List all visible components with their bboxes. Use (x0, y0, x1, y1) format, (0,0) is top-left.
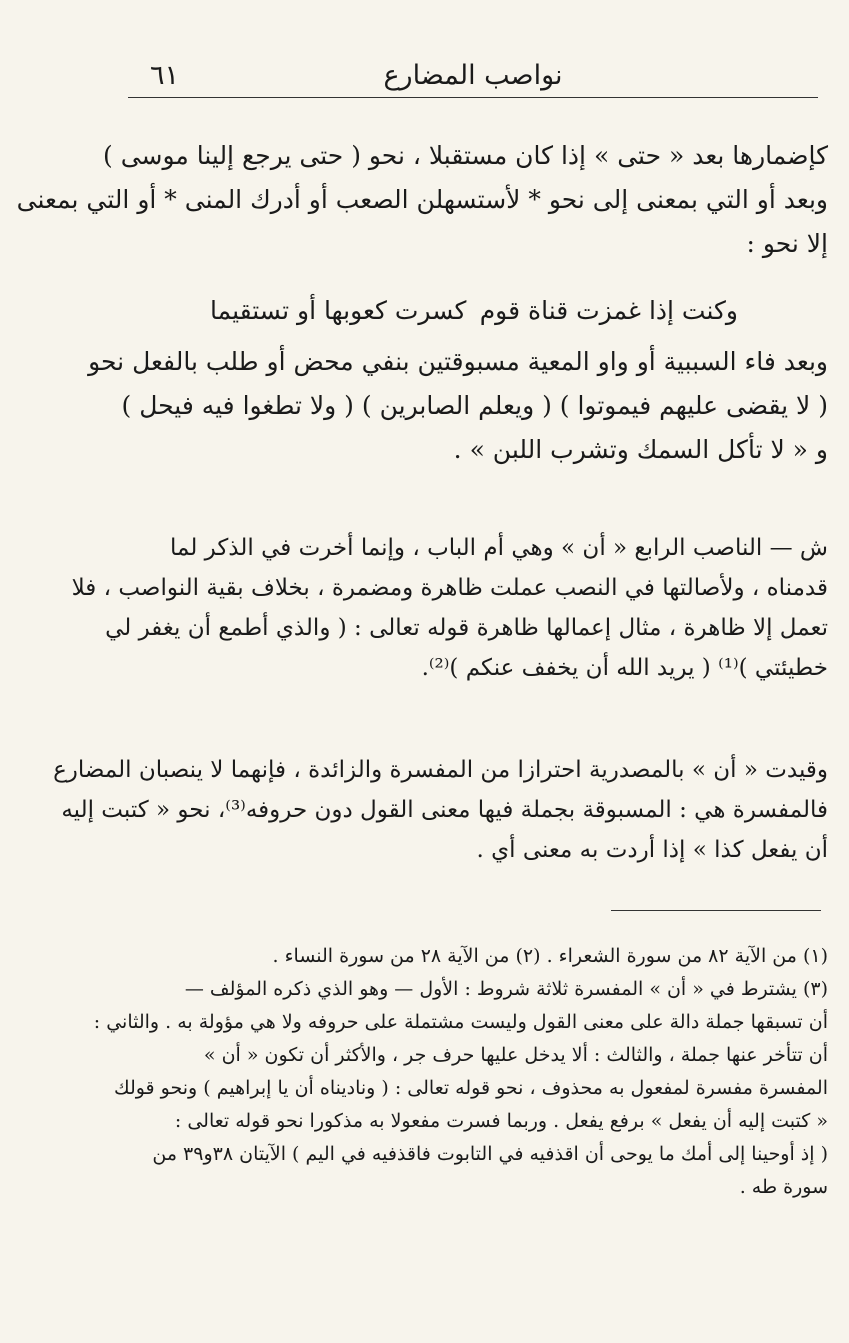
matn-line: و « لا تأكل السمك وتشرب اللبن » . (453, 435, 828, 464)
sharh-line: تعمل إلا ظاهرة ، مثال إعمالها ظاهرة قوله تعالى : ( والذي أطمع أن يغفر لي (105, 615, 828, 641)
poetry-verse (110, 296, 828, 340)
page-number: ٦١ (150, 60, 180, 91)
sharh-line: خطيئتي )⁽¹⁾ ( يريد الله أن يخفف عنكم )⁽²⁾. (421, 655, 828, 681)
footnote-line: أن تسبقها جملة دالة على معنى القول وليست مشتملة على حروفه ولا هي مؤولة به . والثاني : (93, 1011, 828, 1033)
footnote-line: « كتبت إليه أن يفعل » برفع يفعل . وربما فسرت مفعولا به مذكورا نحو قوله تعالى : (174, 1110, 828, 1132)
footnote-line: سورة طه . (739, 1176, 828, 1198)
matn-block-2 (88, 340, 828, 472)
poem-first-hemistich: وكنت إذا غمزت قناة قوم (479, 296, 738, 325)
matn-line: وبعد فاء السببية أو واو المعية مسبوقتين بنفي محض أو طلب بالفعل نحو (88, 347, 828, 376)
matn-line: ( لا يقضى عليهم فيموتوا ) ( ويعلم الصابرين ) ( ولا تطغوا فيه فيحل ) (121, 391, 828, 420)
footnote-line: أن تتأخر عنها جملة ، والثالث : ألا يدخل عليها حرف جر ، والأكثر أن تكون « أن » (203, 1044, 828, 1066)
matn-line: إلا نحو : (746, 229, 828, 258)
sharh-line: ش — الناصب الرابع « أن » وهي أم الباب ، وإنما أخرت في الذكر لما (170, 535, 828, 561)
footnote-rule (611, 910, 821, 911)
footnote-line: المفسرة مفسرة لمفعول به محذوف ، نحو قوله تعالى : ( وناديناه أن يا إبراهيم ) ونحو قولك (113, 1077, 828, 1099)
header-rule (128, 97, 818, 98)
matn-line: وبعد أو التي بمعنى إلى نحو * لأستسهلن الصعب أو أدرك المنى * أو التي بمعنى (16, 185, 828, 214)
footnote-line: (١) من الآية ٨٢ من سورة الشعراء . (٢) من الآية ٢٨ من سورة النساء . (272, 945, 828, 967)
sharh-line: فالمفسرة هي : المسبوقة بجملة فيها معنى القول دون حروفه⁽³⁾، نحو « كتبت إليه (61, 797, 828, 823)
sharh-block-1 (71, 528, 828, 688)
running-header (128, 58, 818, 98)
sharh-line: قدمناه ، ولأصالتها في النصب عملت ظاهرة ومضمرة ، بخلاف بقية النواصب ، فلا (71, 575, 828, 601)
footnotes (93, 940, 828, 1204)
sharh-line: وقيدت « أن » بالمصدرية احترازا من المفسرة والزائدة ، فإنهما لا ينصبان المضارع (53, 757, 828, 783)
chapter-title: نواصب المضارع (383, 60, 563, 91)
sharh-line: أن يفعل كذا » إذا أردت به معنى أي . (476, 837, 828, 863)
footnote-line: ( إذ أوحينا إلى أمك ما يوحى أن اقذفيه في التابوت فاقذفيه في اليم ) الآيتان ٣٨و٣٩ من (152, 1143, 828, 1165)
matn-line: كإضمارها بعد « حتى » إذا كان مستقبلا ، نحو ( حتى يرجع إلينا موسى ) (103, 141, 828, 170)
poem-second-hemistich: كسرت كعوبها أو تستقيما (210, 296, 467, 325)
sharh-block-2 (53, 750, 828, 870)
matn-block-1 (16, 134, 828, 266)
footnote-line: (٣) يشترط في « أن » المفسرة ثلاثة شروط : الأول — وهو الذي ذكره المؤلف — (184, 978, 828, 1000)
